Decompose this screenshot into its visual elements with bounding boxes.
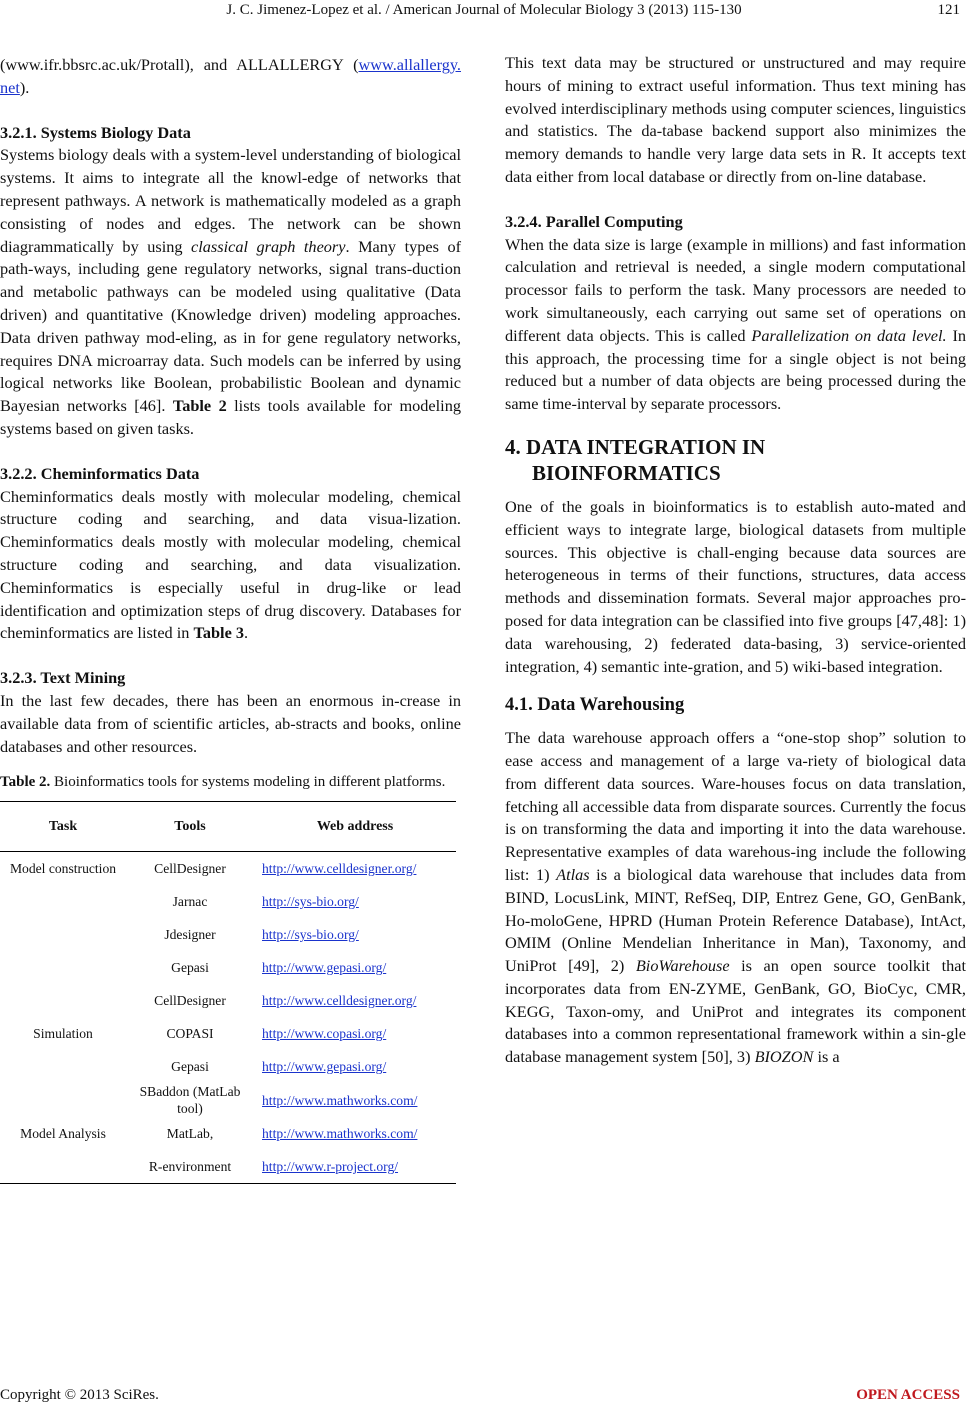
cell-tool: R-environment [148, 1159, 232, 1175]
table-2-caption [0, 772, 461, 793]
web-address-link[interactable]: http://www.copasi.org/ [262, 1026, 387, 1042]
right-column [505, 52, 966, 1069]
text: The data warehouse approach offers a “one-stop shop” solution to ease access and management of a large va-riety of biological data from different data sources. Ware-houses focus on data translation, fetching all accessible data from disparate sources. Currently the focus is on transforming the data and importing it into the data warehouse. Representative examples of data warehous-ing include the following list: 1) [505, 728, 966, 884]
text: Cheminformatics deals mostly with molecular modeling, chemical structure coding and searching, and data visua-lization. Cheminformatics deals mostly with molecular modeling, chemical structure coding and searching, and data visualization. Cheminformatics is especially useful in drug-like or lead identification and optimization steps of drug discovery. Databases for cheminformatics are listed in [0, 486, 461, 643]
table-3-ref: Table 3 [193, 623, 245, 643]
table-row [0, 984, 456, 1017]
cell-web-address [254, 1083, 456, 1117]
table-row [0, 1083, 456, 1117]
cell-task [0, 1083, 126, 1117]
table-row [0, 885, 456, 918]
italic-term: BioWarehouse [635, 956, 730, 976]
text: is an open source toolkit that incorporates data from EN-ZYME, GenBank, GO, BioCyc, CMR, KEGG, Taxon-omy, and UniProt and integrates its component databases into a common representational framework within a sin-gle database management system [50], 3) [505, 956, 966, 1067]
cell-tool: CellDesigner [154, 861, 226, 877]
table-row [0, 1017, 456, 1050]
heading-3-2-4: 3.2.4. Parallel Computing [505, 211, 683, 231]
web-address-link[interactable]: http://sys-bio.org/ [262, 894, 359, 910]
header-web-address: Web address [316, 819, 394, 835]
cell-tool: Jarnac [172, 894, 208, 910]
table-2-ref: Table 2 [172, 396, 227, 416]
text: . Many types of path-ways, including gene regulatory networks, signal trans-duction and metabolic pathways can be modeled using qualitative (Data driven) and quantitative (Knowledge driven) modeling approaches. Data driven pathway mod-eling, as in for gene regulatory networks, requires DNA microarray data. Such models can be inferred by using logical networks like Boolean, probabilistic Boolean and dynamic Bayesian networks [46]. [0, 236, 462, 416]
text: lists tools available for modeling systems based on given tasks. [0, 396, 461, 438]
text: Systems biology deals with a system-level understanding of biological systems. It aims to integrate all the knowl-edge of networks that represent pathways. A network is mathematically modeled as a graph consisting of nodes and edges. The network can be shown diagrammatically by using [0, 145, 461, 256]
cell-tool: SBaddon (MatLab tool) [139, 1084, 241, 1117]
table-row [0, 852, 456, 886]
cell-task [0, 885, 126, 918]
cell-task [0, 984, 126, 1017]
footer-copyright: Copyright © 2013 SciRes. [0, 1387, 159, 1403]
web-address-link[interactable]: http://sys-bio.org/ [262, 927, 359, 943]
heading-3-2-1: 3.2.1. Systems Biology Data [0, 122, 191, 142]
cell-task [0, 1050, 126, 1083]
italic-term: BIOZON [754, 1047, 814, 1067]
cell-web-address [254, 984, 456, 1017]
table-row [0, 1050, 456, 1083]
text: is a biological data warehouse that includes data from BIND, LocusLink, MINT, RefSeq, DIP, Entrez Gene, GO, GenBank, Ho-moloGene, HPRD (Human Protein Reference Database), IntAct, OMIM (Online Mendelian Inheritance in Man), Taxonomy, and UniProt [49], 2) [505, 864, 967, 976]
allallergy-link[interactable]: www.allallergy. net [0, 55, 461, 97]
cell-web-address [254, 1050, 456, 1083]
intro-paragraph [0, 54, 461, 100]
heading-3-2-3: 3.2.3. Text Mining [0, 668, 126, 688]
italic-term: classical graph theory [191, 236, 346, 256]
cell-task: Model construction [9, 861, 117, 877]
italic-term: Parallelization on data level. [751, 325, 947, 345]
web-address-link[interactable]: http://www.celldesigner.org/ [262, 993, 417, 1009]
cell-web-address [254, 885, 456, 918]
cell-tool: CellDesigner [154, 993, 226, 1009]
heading-3-2-2: 3.2.2. Cheminformatics Data [0, 463, 200, 483]
paragraph-parallel-computing [505, 234, 966, 416]
web-address-link[interactable]: http://www.mathworks.com/ [262, 1126, 418, 1142]
text: When the data size is large (example in millions) and fast information calculation and retrieval is needed, a single modern computational processor fails to perform the task. Many processors are needed to work simultaneously, each carrying out same set of operations on different data objects. This is called [505, 234, 966, 345]
web-address-link[interactable]: http://www.gepasi.org/ [262, 960, 387, 976]
cell-web-address [254, 951, 456, 984]
footer-open-access: OPEN ACCESS [856, 1387, 960, 1403]
cell-tool: MatLab, [166, 1126, 214, 1142]
cell-task: Model Analysis [20, 1126, 106, 1142]
cell-task [0, 918, 126, 951]
paragraph-cheminformatics [0, 486, 461, 646]
cell-web-address [254, 1150, 456, 1184]
intro-text: (www.ifr.bbsrc.ac.uk/Protall), and ALLALLERGY ( [0, 55, 359, 74]
table-row [0, 918, 456, 951]
table-row [0, 1117, 456, 1150]
heading-section-4 [505, 434, 966, 486]
cell-task [0, 951, 126, 984]
page-number: 121 [937, 2, 960, 18]
paragraph-text-mining-continued: This text data may be structured or unstructured and may require hours of mining to extract useful information. Thus text mining has evolved interdisciplinary methods using computer sciences, linguistics and statistics. The da-tabase backend support also minimizes the memory demands to handle very large data sets in R. It accepts text data either from local database or directly from on-line database. [505, 53, 966, 186]
left-column [0, 54, 461, 1184]
cell-web-address [254, 1017, 456, 1050]
caption-label: Table 2. [0, 774, 51, 791]
paragraph-systems-biology [0, 144, 461, 440]
heading-line: 4. DATA INTEGRATION IN [505, 434, 766, 459]
cell-tool: Jdesigner [164, 927, 216, 943]
cell-tool: Gepasi [171, 960, 209, 976]
cell-tool: COPASI [166, 1026, 214, 1042]
text: is a [813, 1047, 840, 1067]
table-row [0, 1150, 456, 1184]
cell-web-address [254, 1117, 456, 1150]
paragraph-data-warehousing [505, 727, 966, 1069]
table-header-row [0, 802, 456, 852]
header-tools: Tools [174, 819, 206, 835]
heading-line: BIOINFORMATICS [532, 460, 721, 485]
web-address-link[interactable]: http://www.gepasi.org/ [262, 1059, 387, 1075]
cell-task: Simulation [33, 1026, 93, 1042]
italic-term: Atlas [556, 864, 590, 884]
web-address-link[interactable]: http://www.celldesigner.org/ [262, 861, 417, 877]
web-address-link[interactable]: http://www.mathworks.com/ [262, 1092, 418, 1108]
paragraph-data-integration: One of the goals in bioinformatics is to establish auto-mated and efficient ways to integrate large, biological datasets from multiple sources. This objective is chall-enging because data sources are heterogeneous in terms of their functions, structures, data access methods and dissemination formats. Several major approaches pro-posed for data integration can be classified into five groups [47,48]: 1) data warehousing, 2) federated data-basing, 3) service-oriented integration, 4) semantic inte-gration, and 5) wiki-based integration. [505, 496, 966, 676]
paragraph-text-mining: In the last few decades, there has been an enormous in-crease in available data from of scientific articles, ab-stracts and books, online databases and other resources. [0, 690, 461, 756]
caption-text: Bioinformatics tools for systems modeling in different platforms. [50, 774, 446, 791]
web-address-link[interactable]: http://www.r-project.org/ [262, 1159, 399, 1175]
cell-task [0, 1150, 126, 1184]
cell-web-address [254, 852, 456, 886]
heading-4-1: 4.1. Data Warehousing [505, 695, 685, 716]
intro-text-end: ). [19, 77, 30, 97]
text: In this approach, the processing time for a single object is not being reduced but a number of data objects are being processed during the same time-interval by separate processors. [505, 325, 966, 414]
header-task: Task [48, 819, 78, 835]
table-row [0, 951, 456, 984]
table-2 [0, 801, 456, 1184]
cell-web-address [254, 918, 456, 951]
text: . [244, 623, 249, 643]
running-head: J. C. Jimenez-Lopez et al. / American Journal of Molecular Biology 3 (2013) 115-130 [226, 2, 742, 18]
cell-tool: Gepasi [171, 1059, 209, 1075]
